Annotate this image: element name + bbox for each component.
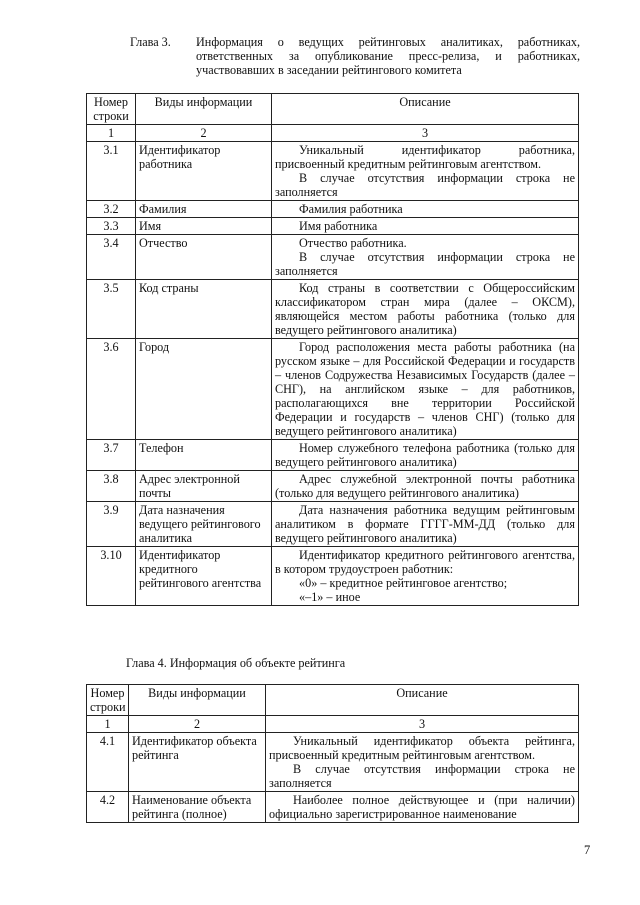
description-paragraph: В случае отсутствия информации строка не заполняется — [275, 250, 575, 278]
colnum-3: 3 — [272, 125, 579, 142]
row-number: 3.3 — [87, 218, 136, 235]
description-paragraph: Уникальный идентификатор работника, присвоенный кредитным рейтинговым агентством. — [275, 143, 575, 171]
colnum-1: 1 — [87, 716, 129, 733]
table-row — [87, 280, 579, 339]
table-row — [87, 339, 579, 440]
row-number: 3.9 — [87, 502, 136, 547]
row-info-type: Идентификатор кредитного рейтингового агентства — [136, 547, 272, 606]
row-description — [272, 235, 579, 280]
description-paragraph: «–1» – иное — [299, 590, 361, 604]
row-description — [272, 280, 579, 339]
row-info-type: Дата назначения ведущего рейтингового аналитика — [136, 502, 272, 547]
description-paragraph: Номер служебного телефона работника (только для ведущего рейтингового аналитика) — [275, 441, 575, 469]
description-paragraph: Идентификатор кредитного рейтингового агентства, в котором трудоустроен работник: — [275, 548, 575, 576]
row-description — [266, 733, 579, 792]
chapter4-heading: Глава 4. Информация об объекте рейтинга — [126, 656, 346, 670]
table-row — [87, 792, 579, 823]
table-chapter3 — [86, 93, 579, 606]
description-paragraph: Отчество работника. — [299, 236, 407, 250]
chapter3-title-line2: ответственных за опубликование пресс-релиза, и работниках, — [196, 49, 580, 63]
description-paragraph: Код страны в соответствии с Общероссийским классификатором стран мира (далее – ОКСМ), являющейся местом работы работника (только для ведущего рейтингового аналитика) — [275, 281, 575, 337]
description-paragraph: Адрес служебной электронной почты работника (только для ведущего рейтингового аналитика) — [275, 472, 575, 500]
row-info-type: Идентификатор объекта рейтинга — [129, 733, 266, 792]
row-number: 3.10 — [87, 547, 136, 606]
table-colnum-row — [87, 125, 579, 142]
row-description — [272, 218, 579, 235]
description-paragraph: Имя работника — [299, 219, 378, 233]
row-description — [272, 502, 579, 547]
row-description — [272, 440, 579, 471]
row-description — [272, 471, 579, 502]
row-description — [272, 339, 579, 440]
row-info-type: Город — [136, 339, 272, 440]
description-paragraph: «0» – кредитное рейтинговое агентство; — [299, 576, 508, 590]
header-num: Номер строки — [87, 94, 136, 125]
row-number: 4.1 — [87, 733, 129, 792]
row-description — [266, 792, 579, 823]
row-number: 4.2 — [87, 792, 129, 823]
chapter3-label: Глава 3. — [130, 35, 171, 49]
page-number: 7 — [584, 843, 591, 857]
chapter3-heading — [130, 35, 580, 77]
row-info-type: Телефон — [136, 440, 272, 471]
table-row — [87, 471, 579, 502]
chapter3-title-line3: участвовавших в заседании рейтингового комитета — [196, 63, 462, 77]
description-paragraph: Дата назначения работника ведущим рейтинговым аналитиком в формате ГГГГ-ММ-ДД (только для ведущего рейтингового аналитика) — [275, 503, 575, 545]
row-number: 3.7 — [87, 440, 136, 471]
table-colnum-row — [87, 716, 579, 733]
row-info-type: Имя — [136, 218, 272, 235]
header-type: Виды информации — [129, 685, 266, 716]
colnum-1: 1 — [87, 125, 136, 142]
colnum-3: 3 — [266, 716, 579, 733]
row-info-type: Код страны — [136, 280, 272, 339]
table-row — [87, 502, 579, 547]
table-header-row — [87, 685, 579, 716]
colnum-2: 2 — [129, 716, 266, 733]
row-number: 3.1 — [87, 142, 136, 201]
row-info-type: Отчество — [136, 235, 272, 280]
description-paragraph: В случае отсутствия информации строка не заполняется — [269, 762, 575, 790]
table-row — [87, 547, 579, 606]
table-chapter4 — [86, 684, 579, 823]
row-info-type: Наименование объекта рейтинга (полное) — [129, 792, 266, 823]
table-row — [87, 235, 579, 280]
row-info-type: Адрес электронной почты — [136, 471, 272, 502]
header-type: Виды информации — [136, 94, 272, 125]
row-description — [272, 201, 579, 218]
table-row — [87, 733, 579, 792]
table-row — [87, 440, 579, 471]
header-desc: Описание — [266, 685, 579, 716]
row-number: 3.5 — [87, 280, 136, 339]
colnum-2: 2 — [136, 125, 272, 142]
description-paragraph: Уникальный идентификатор объекта рейтинга, присвоенный кредитным рейтинговым агентством. — [269, 734, 575, 762]
table-row — [87, 218, 579, 235]
table-header-row — [87, 94, 579, 125]
table-row — [87, 201, 579, 218]
description-paragraph: Город расположения места работы работника (на русском языке – для Российской Федерации и государств – членов Содружества Независимых Государств (далее – СНГ), на английском языке – для работников, располагающихся вне территории Российской Федерации и государств – членов СНГ) (только для ведущего рейтингового аналитика) — [275, 340, 575, 438]
row-number: 3.8 — [87, 471, 136, 502]
row-info-type: Идентификатор работника — [136, 142, 272, 201]
description-paragraph: Фамилия работника — [299, 202, 403, 216]
row-number: 3.2 — [87, 201, 136, 218]
description-paragraph: В случае отсутствия информации строка не заполняется — [275, 171, 575, 199]
row-number: 3.4 — [87, 235, 136, 280]
chapter3-title-line1: Информация о ведущих рейтинговых аналитиках, работниках, — [196, 35, 580, 49]
table-row — [87, 142, 579, 201]
row-description — [272, 547, 579, 606]
row-description — [272, 142, 579, 201]
row-info-type: Фамилия — [136, 201, 272, 218]
header-desc: Описание — [272, 94, 579, 125]
description-paragraph: Наиболее полное действующее и (при наличии) официально зарегистрированное наименование — [269, 793, 575, 821]
row-number: 3.6 — [87, 339, 136, 440]
header-num: Номер строки — [87, 685, 129, 716]
